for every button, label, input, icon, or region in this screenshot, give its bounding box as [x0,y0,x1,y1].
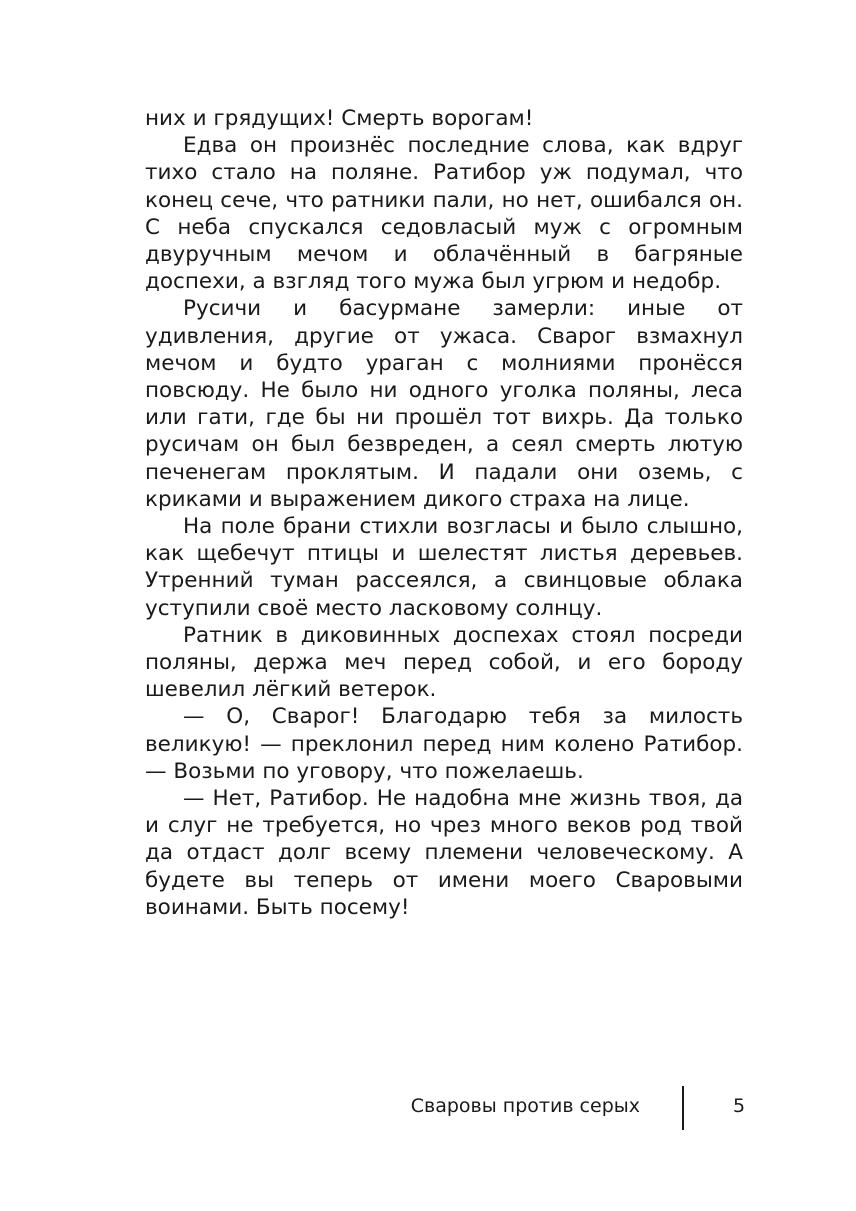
page-footer [0,1086,856,1132]
paragraph: — О, Сварог! Благодарю тебя за милость великую! — преклонил перед ним колено Ратибор. — Возьми по уговору, что пожелаешь. [145,704,743,784]
paragraph: Русичи и басурмане замерли: иные от удивления, другие от ужаса. Сварог взмахнул мечом и будто ураган с молниями пронёсся повсюду. Не было ни одного уголка поляны, леса или гати, где бы ни прошёл тот вихрь. Да только русичам он был безвреден, а сеял смерть лютую печенегам проклятым. И падали они оземь, с криками и выражением дикого страха на лице. [145,296,743,512]
paragraph: Ратник в диковинных доспехах стоял посреди поляны, держа меч перед собой, и его бороду шевелил лёгкий ветерок. [145,622,743,703]
paragraph: них и грядущих! Смерть ворогам! [145,106,534,131]
running-title: Сваровы против серых [410,1095,640,1117]
body-text [145,105,743,921]
paragraph: На поле брани стихли возгласы и было слышно, как щебечут птицы и шелестят листья деревьев. Утренний туман рассеялся, а свинцовые облака уступили своё место ласковому солнцу. [145,514,743,621]
page-number: 5 [733,1095,746,1117]
footer-divider [682,1086,684,1130]
paragraph: — Нет, Ратибор. Не надобна мне жизнь твоя, да и слуг не требуется, но чрез много веков род твой да отдаст долг всему племени человеческому. А будете вы теперь от имени моего Сваровыми воинами. Быть посему! [145,786,743,920]
paragraph: Едва он произнёс последние слова, как вдруг тихо стало на поляне. Ратибор уж подумал, что конец сече, что ратники пали, но нет, ошибался он. С неба спускался седовласый муж с огромным двуручным мечом и облачённый в багряные доспехи, а взгляд того мужа был угрюм и недобр. [145,133,743,295]
